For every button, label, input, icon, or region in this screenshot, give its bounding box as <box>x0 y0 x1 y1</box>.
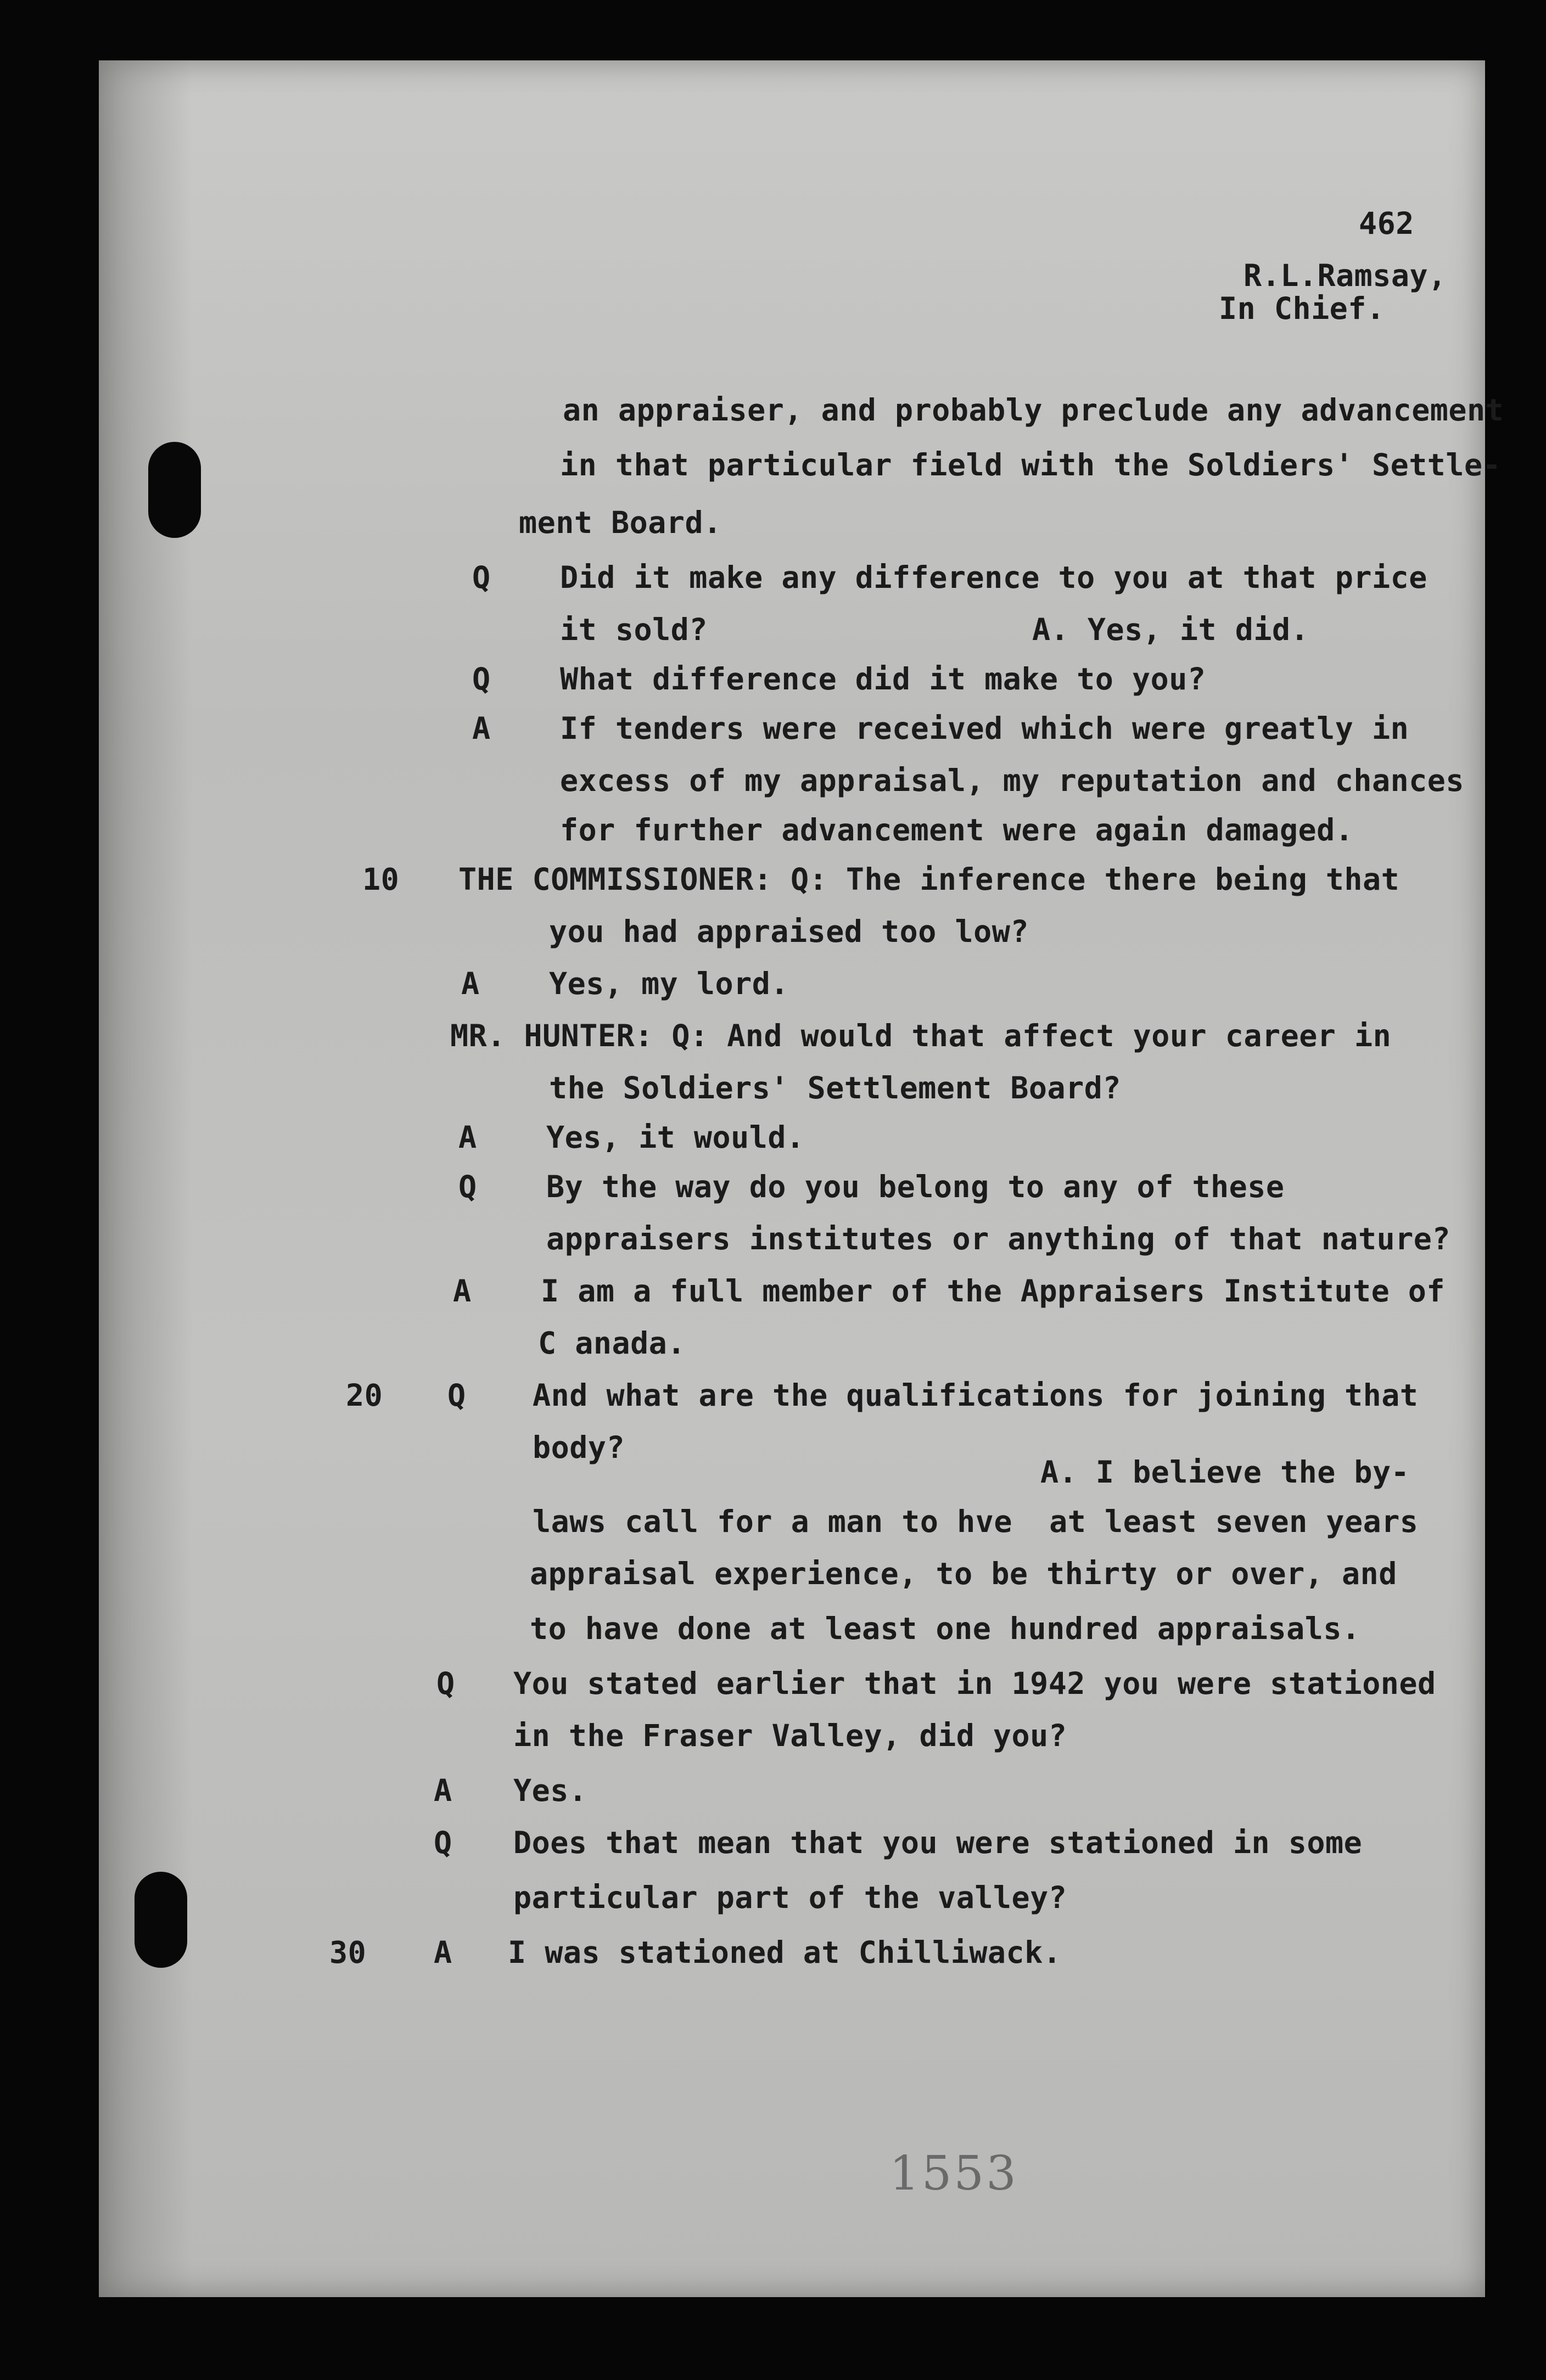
margin-line-number: 30 <box>329 1935 367 1970</box>
line-text: Yes, my lord. <box>549 966 789 1001</box>
line-text: it sold? <box>560 612 708 647</box>
line-text: Yes. <box>513 1773 587 1808</box>
transcript-page <box>99 60 1504 2297</box>
stamp-number: 1553 <box>889 2146 1018 2201</box>
line-text: appraisers institutes or anything of that nature? <box>546 1221 1451 1256</box>
line-text: By the way do you belong to any of these <box>546 1169 1285 1204</box>
speaker-label: Q <box>472 560 491 595</box>
margin-line-number: 20 <box>346 1378 383 1413</box>
line-text: You stated earlier that in 1942 you were stationed <box>513 1666 1436 1701</box>
punch-hole-top <box>148 442 201 538</box>
speaker-label: Q <box>434 1825 452 1860</box>
speaker-label: A <box>434 1773 452 1808</box>
line-text: you had appraised too low? <box>549 914 1029 949</box>
speaker-label: A <box>453 1273 472 1309</box>
speaker-label: Q <box>458 1169 477 1204</box>
line-text: appraisal experience, to be thirty or over, and <box>530 1556 1397 1591</box>
speaker-label: Q <box>436 1666 455 1701</box>
speaker-label: A <box>434 1935 452 1970</box>
speaker-label: Q <box>447 1378 466 1413</box>
line-text: the Soldiers' Settlement Board? <box>549 1070 1121 1105</box>
speaker-label: Q <box>472 661 491 697</box>
line-text: an appraiser, and probably preclude any advancement <box>563 392 1504 428</box>
page-number: 462 <box>1359 206 1414 241</box>
line-text: I am a full member of the Appraisers Institute of <box>541 1273 1446 1309</box>
line-text: particular part of the valley? <box>513 1880 1067 1915</box>
line-text: body? <box>533 1430 625 1465</box>
line-text: excess of my appraisal, my reputation and chances <box>560 763 1465 798</box>
speaker-label: A <box>458 1120 477 1155</box>
answer-inline: A. I believe the by- <box>1040 1455 1410 1490</box>
speaker-label: A <box>472 711 491 746</box>
line-text: Did it make any difference to you at that price <box>560 560 1427 595</box>
examination-type: In Chief. <box>1219 291 1385 326</box>
line-text: What difference did it make to you? <box>560 661 1206 697</box>
line-text: If tenders were received which were greatly in <box>560 711 1409 746</box>
punch-hole-bottom <box>135 1872 187 1968</box>
line-text: in that particular field with the Soldiers' Settle- <box>560 447 1502 482</box>
line-text: Does that mean that you were stationed in some <box>513 1825 1363 1860</box>
line-text: THE COMMISSIONER: Q: The inference there being that <box>458 862 1400 897</box>
line-text: in the Fraser Valley, did you? <box>513 1718 1067 1753</box>
line-text: laws call for a man to hve at least seven years <box>533 1504 1419 1539</box>
margin-line-number: 10 <box>362 862 400 897</box>
speaker-label: A <box>461 966 480 1001</box>
line-text: And what are the qualifications for joining that <box>533 1378 1419 1413</box>
line-text: C anada. <box>538 1326 686 1361</box>
line-text: I was stationed at Chilliwack. <box>508 1935 1062 1970</box>
answer-inline: A. Yes, it did. <box>1032 612 1309 647</box>
witness-name: R.L.Ramsay, <box>1243 258 1447 293</box>
line-text: ment Board. <box>519 505 722 540</box>
line-text: Yes, it would. <box>546 1120 805 1155</box>
line-text: to have done at least one hundred appraisals. <box>530 1611 1360 1646</box>
line-text: for further advancement were again damaged. <box>560 812 1354 847</box>
line-text: MR. HUNTER: Q: And would that affect your career in <box>450 1018 1392 1053</box>
